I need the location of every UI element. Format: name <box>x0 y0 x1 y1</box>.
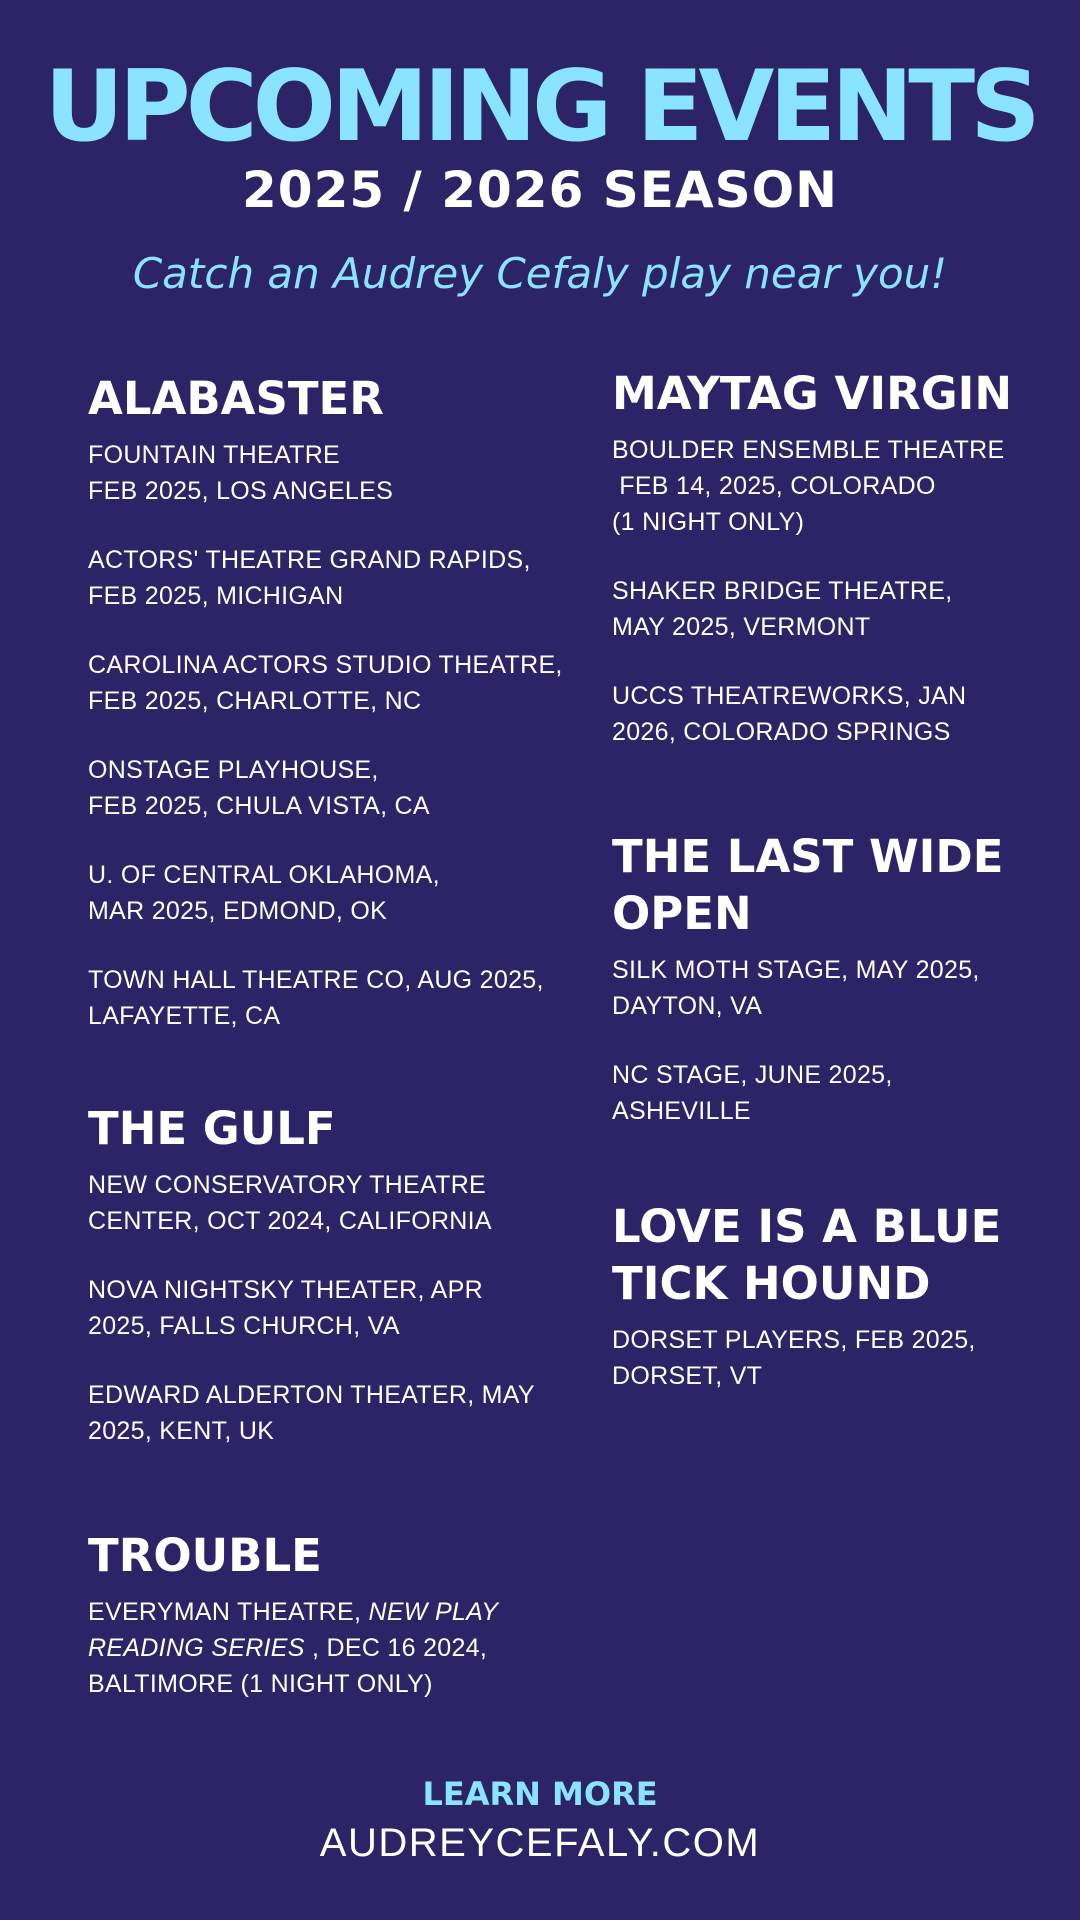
venue-line: 2025, KENT, UK <box>88 1417 275 1445</box>
venue-line: (1 NIGHT ONLY) <box>612 508 805 536</box>
website-url: AUDREYCEFALY.COM <box>319 1821 761 1865</box>
show-love-is-a-blue-tick-hound <box>612 1198 1042 1427</box>
venue-line: NC STAGE, JUNE 2025, <box>612 1061 893 1089</box>
venue-line: LAFAYETTE, CA <box>88 1002 281 1030</box>
venue-listing <box>612 952 1042 1024</box>
venue-line: FEB 2025, CHARLOTTE, NC <box>88 687 422 715</box>
venue-line: FEB 2025, LOS ANGELES <box>88 477 394 505</box>
venue-line <box>88 1630 568 1666</box>
venue-line: NOVA NIGHTSKY THEATER, APR <box>88 1276 483 1304</box>
venue-line: MAR 2025, EDMOND, OK <box>88 897 388 925</box>
venue-line: DORSET PLAYERS, FEB 2025, <box>612 1326 976 1354</box>
venue-line: CAROLINA ACTORS STUDIO THEATRE, <box>88 651 563 679</box>
venue-line: FEB 14, 2025, COLORADO <box>612 472 936 500</box>
venue-listing <box>88 1594 568 1702</box>
show-title: MAYTAG VIRGIN <box>612 367 1013 420</box>
venue-line: 2026, COLORADO SPRINGS <box>612 718 951 746</box>
show-title <box>612 828 1042 942</box>
venue-listing <box>88 752 568 824</box>
venue-listing <box>612 573 1042 645</box>
venue-listing <box>88 1377 568 1449</box>
venue-line: EDWARD ALDERTON THEATER, MAY <box>88 1381 535 1409</box>
venue-line: FEB 2025, CHULA VISTA, CA <box>88 792 430 820</box>
learn-more-label: LEARN MORE <box>422 1775 658 1813</box>
venue-line: CENTER, OCT 2024, CALIFORNIA <box>88 1207 492 1235</box>
tagline: Catch an Audrey Cefaly play near you! <box>132 249 948 298</box>
venue-line: FOUNTAIN THEATRE <box>88 441 341 469</box>
venue-listing <box>88 542 568 614</box>
show-title-line: THE LAST WIDE <box>612 830 1004 883</box>
venue-line: UCCS THEATREWORKS, JAN <box>612 682 967 710</box>
season-heading: 2025 / 2026 SEASON <box>241 161 839 219</box>
venue-line: BOULDER ENSEMBLE THEATRE <box>612 436 1005 464</box>
venue-line <box>88 1594 568 1630</box>
venue-name: EVERYMAN THEATRE, <box>88 1598 369 1626</box>
venue-listing <box>88 647 568 719</box>
venue-line: SILK MOTH STAGE, MAY 2025, <box>612 956 980 984</box>
show-title-line: LOVE IS A BLUE <box>612 1200 1002 1253</box>
venue-line: NEW CONSERVATORY THEATRE <box>88 1171 487 1199</box>
page-title: UPCOMING EVENTS <box>44 50 1036 164</box>
show-maytag-virgin <box>612 365 1042 783</box>
show-the-gulf <box>88 1100 568 1482</box>
series-name: NEW PLAY <box>368 1598 499 1626</box>
venue-listing <box>88 1167 568 1239</box>
show-title: THE GULF <box>88 1102 336 1155</box>
venue-line: U. OF CENTRAL OKLAHOMA, <box>88 861 440 889</box>
show-trouble <box>88 1527 568 1735</box>
venue-line: SHAKER BRIDGE THEATRE, <box>612 577 953 605</box>
venue-line: MAY 2025, VERMONT <box>612 613 871 641</box>
show-title <box>612 1198 1042 1312</box>
venue-listing <box>88 857 568 929</box>
show-title: TROUBLE <box>88 1529 322 1582</box>
venue-line: DORSET, VT <box>612 1362 763 1390</box>
show-title-line: OPEN <box>612 887 752 940</box>
venue-line: ONSTAGE PLAYHOUSE, <box>88 756 379 784</box>
venue-line: FEB 2025, MICHIGAN <box>88 582 344 610</box>
show-title-line: TICK HOUND <box>612 1257 931 1310</box>
series-name: READING SERIES <box>88 1634 305 1662</box>
show-the-last-wide-open <box>612 828 1042 1162</box>
venue-line: 2025, FALLS CHURCH, VA <box>88 1312 400 1340</box>
venue-line: BALTIMORE (1 NIGHT ONLY) <box>88 1670 433 1698</box>
venue-line: TOWN HALL THEATRE CO, AUG 2025, <box>88 966 544 994</box>
venue-listing <box>88 1272 568 1344</box>
show-title: ALABASTER <box>88 372 384 425</box>
venue-listing <box>88 437 568 509</box>
venue-line: ASHEVILLE <box>612 1097 751 1125</box>
show-alabaster <box>88 370 568 1067</box>
venue-line: ACTORS' THEATRE GRAND RAPIDS, <box>88 546 531 574</box>
venue-date: , DEC 16 2024, <box>304 1634 488 1662</box>
venue-line: DAYTON, VA <box>612 992 763 1020</box>
venue-listing <box>612 1322 1042 1394</box>
venue-listing <box>88 962 568 1034</box>
venue-listing <box>612 432 1042 540</box>
venue-listing <box>612 1057 1042 1129</box>
venue-listing <box>612 678 1042 750</box>
